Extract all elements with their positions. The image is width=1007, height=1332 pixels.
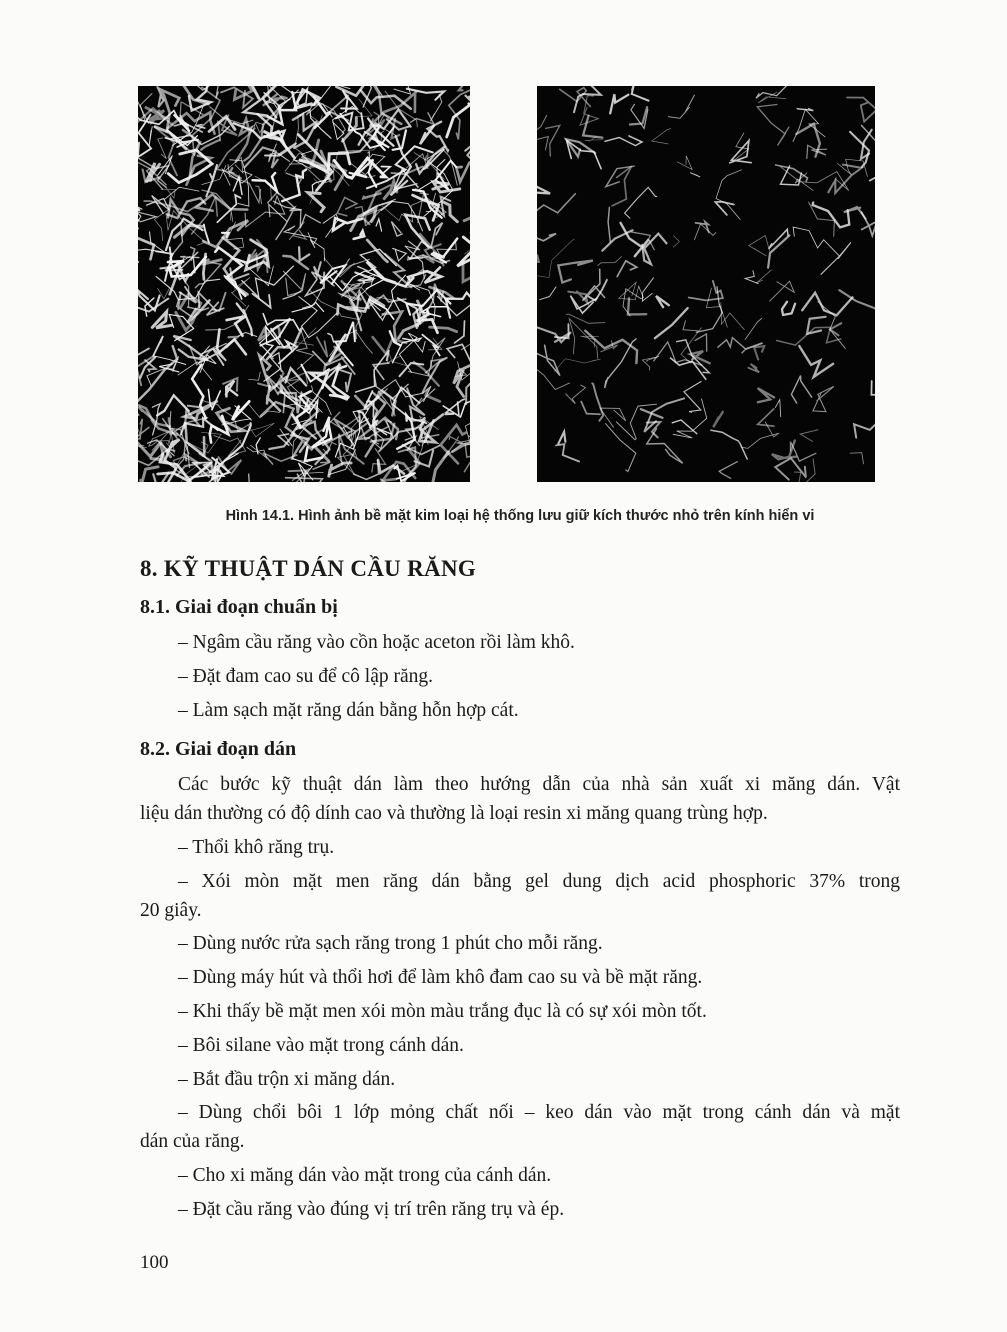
- page-number: 100: [140, 1252, 169, 1273]
- prep-item-2: – Đặt đam cao su để cô lập răng.: [178, 666, 434, 687]
- step-5: – Khi thấy bề mặt men xói mòn màu trắng đục là có sự xói mòn tốt.: [178, 1001, 707, 1022]
- intro-line-1: Các bước kỹ thuật dán làm theo hướng dẫn của nhà sản xuất xi măng dán. Vật: [178, 774, 900, 795]
- step-10: – Đặt cầu răng vào đúng vị trí trên răng trụ và ép.: [178, 1199, 565, 1220]
- subsection-heading-preparation: 8.1. Giai đoạn chuẩn bị: [140, 596, 338, 618]
- step-3: – Dùng nước rửa sạch răng trong 1 phút cho mỗi răng.: [178, 933, 603, 954]
- subsection-heading-bonding: 8.2. Giai đoạn dán: [140, 738, 297, 760]
- micrograph-left-image: [138, 86, 470, 482]
- intro-line-2: liệu dán thường có độ dính cao và thường là loại resin xi măng quang trùng hợp.: [140, 803, 768, 824]
- figure-caption: Hình 14.1. Hình ảnh bề mặt kim loại hệ thống lưu giữ kích thước nhỏ trên kính hiển vi: [225, 508, 815, 524]
- step-8-line-1: – Dùng chổi bôi 1 lớp mỏng chất nối – keo dán vào mặt trong cánh dán và mặt: [178, 1102, 900, 1123]
- step-9: – Cho xi măng dán vào mặt trong của cánh dán.: [178, 1165, 552, 1186]
- step-2-line-1: – Xói mòn mặt men răng dán bằng gel dung dịch acid phosphoric 37% trong: [178, 871, 900, 892]
- step-2-line-2: 20 giây.: [140, 900, 202, 921]
- micrograph-left-texture: [138, 86, 470, 482]
- step-8-line-2: dán của răng.: [140, 1131, 245, 1152]
- step-1: – Thổi khô răng trụ.: [178, 837, 335, 858]
- section-heading: 8. KỸ THUẬT DÁN CẦU RĂNG: [140, 556, 477, 581]
- prep-item-3: – Làm sạch mặt răng dán bằng hỗn hợp cát.: [178, 700, 519, 721]
- prep-item-1: – Ngâm cầu răng vào cồn hoặc aceton rồi làm khô.: [178, 632, 575, 653]
- step-4: – Dùng máy hút và thổi hơi để làm khô đam cao su và bề mặt răng.: [178, 967, 703, 988]
- micrograph-right-texture: [537, 86, 875, 482]
- micrograph-right-image: [537, 86, 875, 482]
- step-6: – Bôi silane vào mặt trong cánh dán.: [178, 1035, 464, 1056]
- step-7: – Bắt đầu trộn xi măng dán.: [178, 1069, 396, 1090]
